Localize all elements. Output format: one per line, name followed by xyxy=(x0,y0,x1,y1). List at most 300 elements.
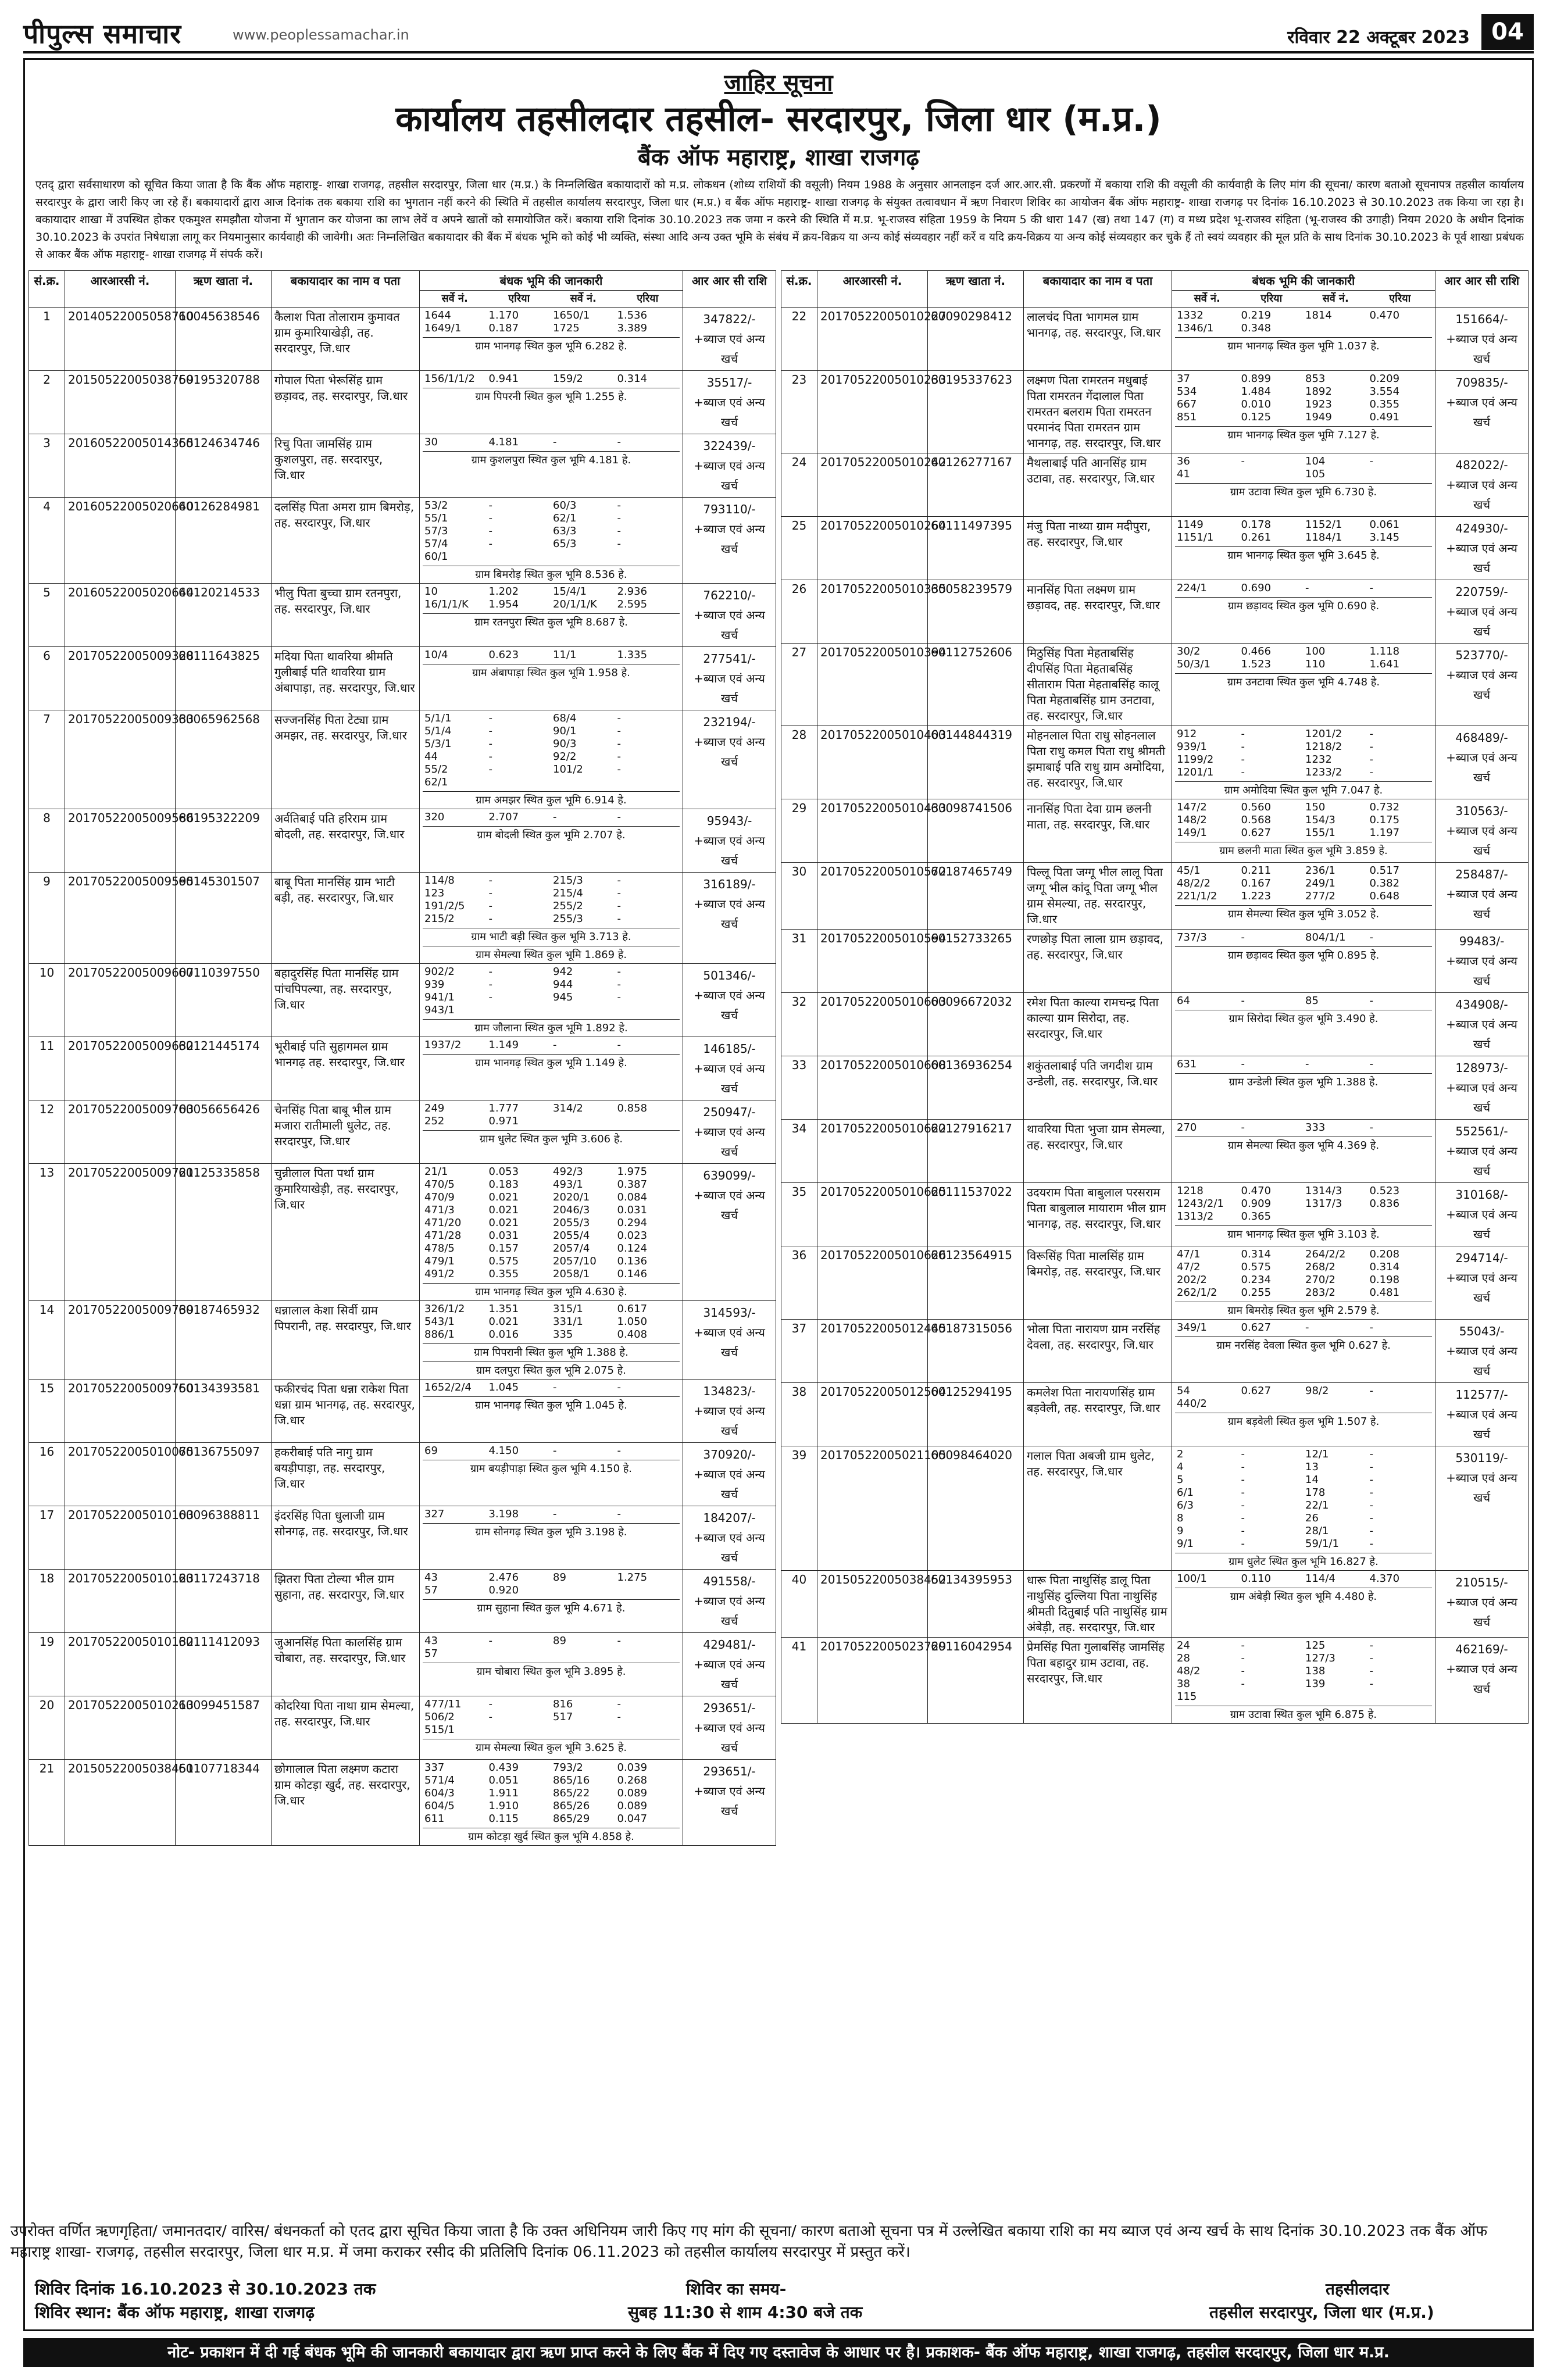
row-amount xyxy=(1435,517,1529,580)
row-land xyxy=(1172,1383,1435,1446)
land-cell: 534 xyxy=(1177,385,1197,398)
land-cell: 13 xyxy=(1305,1461,1319,1473)
land-cell: 57 xyxy=(424,1648,438,1660)
amount-value: 258487/- xyxy=(1455,867,1508,881)
land-cell: - xyxy=(553,1445,557,1457)
land-cell xyxy=(616,551,680,563)
land-cell: - xyxy=(617,712,621,724)
land-total: ग्राम बिमरोड़ स्थित कुल भूमि 2.579 हे. xyxy=(1175,1302,1432,1317)
row-name: फकीरचंद पिता धन्ना राकेश पिता धन्ना ग्राम भानगढ़, तह. सरदारपुर, जि.धार xyxy=(272,1380,420,1443)
table-row xyxy=(29,434,776,498)
camp-date: शिविर दिनांक 16.10.2023 से 30.10.2023 तक xyxy=(35,2279,376,2299)
row-name: धारू पिता नाथुसिंह डालू पिता नाथुसिंह दुल्लिया पिता नाथुसिंह श्रीमती दितुबाई पति नाथुसिंह ग्राम अंबेड़ी, तह. सरदारपुर, जि.धार xyxy=(1024,1571,1172,1638)
land-cell xyxy=(616,1115,680,1128)
row-land xyxy=(1172,580,1435,644)
row-amount xyxy=(1435,1571,1529,1638)
land-cell: 3.198 xyxy=(488,1508,519,1520)
website-url[interactable]: www.peoplessamachar.in xyxy=(233,27,409,43)
amount-value: 709835/- xyxy=(1455,376,1508,389)
row-sr: 36 xyxy=(781,1246,817,1320)
land-cell: 264/2/2 xyxy=(1305,1248,1346,1260)
land-cell: 69 xyxy=(424,1445,438,1457)
land-cell: - xyxy=(1369,455,1373,467)
row-rrc: 20170522005010594 xyxy=(817,930,928,993)
camp-place: शिविर स्थान: बैंक ऑफ महाराष्ट्र, शाखा राजगढ़ xyxy=(35,2303,315,2322)
row-sr: 24 xyxy=(781,453,817,517)
land-cell: 3.554 xyxy=(1369,385,1400,398)
land-cell: - xyxy=(1241,931,1245,944)
land-total: ग्राम बड़वेली स्थित कुल भूमि 1.507 हे. xyxy=(1175,1413,1432,1428)
table-row xyxy=(781,1246,1529,1320)
land-cell: 333 xyxy=(1305,1121,1326,1134)
row-sr: 2 xyxy=(29,371,65,434)
land-cell: - xyxy=(617,966,621,978)
land-cell: - xyxy=(1241,766,1245,778)
row-land xyxy=(420,1570,683,1633)
land-cell: 0.084 xyxy=(617,1191,648,1203)
amount-suffix: +ब्याज एवं अन्य खर्च xyxy=(694,459,765,492)
land-cell: - xyxy=(617,887,621,899)
row-land xyxy=(1172,1246,1435,1320)
row-land xyxy=(1172,371,1435,453)
row-name: मैथलाबाई पति आनसिंह ग्राम उटावा, तह. सरदारपुर, जि.धार xyxy=(1024,453,1172,517)
row-loan: 60120214533 xyxy=(176,584,272,647)
row-loan: 60134395953 xyxy=(928,1571,1024,1638)
land-cell: 283/2 xyxy=(1305,1287,1335,1299)
land-cell: 506/2 xyxy=(424,1711,455,1723)
table-row xyxy=(29,371,776,434)
header-name: बकायादार का नाम व पता xyxy=(272,271,420,308)
row-sr: 15 xyxy=(29,1380,65,1443)
signatory-place: तहसील सरदारपुर, जिला धार (म.प्र.) xyxy=(1209,2303,1434,2322)
land-cell: 249/1 xyxy=(1305,877,1335,889)
row-name: रणछोड़ पिता लाला ग्राम छड़ावद, तह. सरदारपुर, जि.धार xyxy=(1024,930,1172,993)
land-cell xyxy=(551,1584,616,1597)
row-amount xyxy=(683,308,776,371)
row-sr: 22 xyxy=(781,308,817,371)
row-name: सज्जनसिंह पिता टेट्या ग्राम अमझर, तह. सरदारपुर, जि.धार xyxy=(272,710,420,809)
land-cell: - xyxy=(1241,1665,1245,1677)
row-land xyxy=(1172,1638,1435,1724)
land-cell xyxy=(1304,1210,1368,1223)
land-cell: 0.899 xyxy=(1241,373,1272,385)
row-land xyxy=(1172,1320,1435,1383)
amount-value: 639099/- xyxy=(703,1168,756,1182)
row-name: चुन्नीलाल पिता पर्था ग्राम कुमारियाखेड़ी, तह. सरदारपुर, जि.धार xyxy=(272,1164,420,1301)
land-cell xyxy=(1368,1210,1433,1223)
land-cell: 816 xyxy=(553,1698,573,1710)
row-loan: 60058239579 xyxy=(928,580,1024,644)
row-amount xyxy=(683,1570,776,1633)
amount-suffix: +ब्याज एवं अन्य खर्च xyxy=(1446,541,1517,575)
table-row xyxy=(29,647,776,710)
land-cell xyxy=(1304,322,1368,335)
land-cell: - xyxy=(1369,931,1373,944)
row-loan: 60110397550 xyxy=(176,964,272,1037)
amount-value: 530119/- xyxy=(1455,1451,1508,1465)
row-name: थावरिया पिता भुजा ग्राम सेमल्या, तह. सरदारपुर, जि.धार xyxy=(1024,1120,1172,1183)
land-total: ग्राम पिपरानी स्थित कुल भूमि 1.388 हे. xyxy=(423,1343,680,1359)
row-sr: 37 xyxy=(781,1320,817,1383)
land-cell: 1.911 xyxy=(488,1787,519,1799)
land-cell: 215/3 xyxy=(553,874,583,887)
land-cell: 57 xyxy=(424,1584,438,1596)
row-amount xyxy=(683,584,776,647)
row-sr: 18 xyxy=(29,1570,65,1633)
land-total: ग्राम सुहाना स्थित कुल भूमि 4.671 हे. xyxy=(423,1599,680,1615)
land-cell: 1243/2/1 xyxy=(1177,1198,1224,1210)
row-land xyxy=(420,1037,683,1100)
amount-suffix: +ब्याज एवं अन्य खर्च xyxy=(1446,1081,1517,1114)
table-row xyxy=(781,644,1529,726)
land-cell: 0.732 xyxy=(1369,801,1400,813)
amount-suffix: +ब्याज एवं अन्य खर्च xyxy=(694,1594,765,1628)
land-cell: 8 xyxy=(1177,1512,1184,1524)
land-cell: 1.641 xyxy=(1369,658,1400,670)
row-name: हकरीबाई पति नागु ग्राम बयड़ीपाड़ा, तह. सरदारपुर, जि.धार xyxy=(272,1443,420,1506)
row-amount xyxy=(683,809,776,873)
row-name: धन्नालाल केशा सिर्वी ग्राम पिपरानी, तह. सरदारपुर, जि.धार xyxy=(272,1301,420,1380)
row-name: मोहनलाल पिता राधु सोहनलाल पिता राधु कमल पिता राधु श्रीमती झमाबाई पति राधु ग्राम अमोदिया, तह. सरदारपुर, जि.धार xyxy=(1024,726,1172,799)
land-cell: 0.560 xyxy=(1241,801,1272,813)
table-row xyxy=(781,1571,1529,1638)
land-cell: 0.568 xyxy=(1241,814,1272,826)
row-land xyxy=(420,498,683,584)
land-cell: - xyxy=(488,887,492,899)
table-row xyxy=(29,710,776,809)
land-cell: 50/3/1 xyxy=(1177,658,1210,670)
land-cell: 236/1 xyxy=(1305,864,1335,877)
table-row xyxy=(29,1506,776,1570)
land-cell xyxy=(551,1115,616,1128)
row-sr: 39 xyxy=(781,1446,817,1571)
land-total: ग्राम रतनपुरा स्थित कुल भूमि 8.687 हे. xyxy=(423,613,680,629)
header-amount: आर आर सी राशि xyxy=(1435,271,1529,308)
land-cell: 63/3 xyxy=(553,525,577,537)
land-cell: 1332 xyxy=(1177,309,1204,321)
land-cell: 10 xyxy=(424,585,438,598)
land-cell: 149/1 xyxy=(1177,827,1207,839)
land-cell: 148/2 xyxy=(1177,814,1207,826)
row-name: कोदरिया पिता नाथा ग्राम सेमल्या, तह. सरदारपुर, जि.धार xyxy=(272,1696,420,1760)
row-land xyxy=(420,1633,683,1696)
row-sr: 35 xyxy=(781,1183,817,1246)
land-cell: - xyxy=(1241,753,1245,766)
row-rrc: 20170522005009328 xyxy=(65,647,176,710)
land-total: ग्राम धुलेट स्थित कुल भूमि 3.606 हे. xyxy=(423,1130,680,1146)
land-cell: 793/2 xyxy=(553,1761,583,1774)
land-cell: - xyxy=(1369,1121,1373,1134)
land-cell: 667 xyxy=(1177,398,1197,410)
land-cell: 2046/3 xyxy=(553,1204,590,1216)
land-cell: - xyxy=(1241,1499,1245,1511)
land-cell: - xyxy=(617,538,621,550)
land-cell: 11/1 xyxy=(553,649,577,661)
land-cell: 0.387 xyxy=(617,1178,648,1191)
land-cell: 57/4 xyxy=(424,538,448,550)
row-land xyxy=(1172,1571,1435,1638)
land-cell: 0.183 xyxy=(488,1178,519,1191)
land-cell: 2.595 xyxy=(617,598,648,610)
land-cell: 26 xyxy=(1305,1512,1319,1524)
header-name: बकायादार का नाम व पता xyxy=(1024,271,1172,308)
land-cell: - xyxy=(617,1635,621,1647)
land-cell: 55/1 xyxy=(424,512,448,524)
masthead xyxy=(23,13,1534,53)
land-cell xyxy=(1240,468,1304,481)
land-cell: 471/28 xyxy=(424,1230,462,1242)
land-cell: 114/4 xyxy=(1305,1573,1335,1585)
amount-suffix: +ब्याज एवं अन्य खर्च xyxy=(694,1188,765,1222)
land-cell: 268/2 xyxy=(1305,1261,1335,1273)
land-cell: 43 xyxy=(424,1635,438,1647)
land-cell: - xyxy=(1241,1121,1245,1134)
land-cell: - xyxy=(1241,455,1245,467)
header-area: एरिया xyxy=(508,292,530,305)
row-loan: 60065962568 xyxy=(176,710,272,809)
row-loan: 60117243718 xyxy=(176,1570,272,1633)
row-loan: 60112752606 xyxy=(928,644,1024,726)
land-cell: 477/11 xyxy=(424,1698,462,1710)
land-cell: 0.268 xyxy=(617,1774,648,1786)
row-name: शकुंतलाबाई पति जगदीश ग्राम उन्डेली, तह. सरदारपुर, जि.धार xyxy=(1024,1056,1172,1120)
land-cell: - xyxy=(1241,1486,1245,1499)
land-cell: 1.118 xyxy=(1369,645,1400,657)
row-loan: 60098464020 xyxy=(928,1446,1024,1571)
land-cell: 737/3 xyxy=(1177,931,1207,944)
row-rrc: 20170522005010433 xyxy=(817,799,928,863)
land-cell: 110 xyxy=(1305,658,1326,670)
land-cell: - xyxy=(1241,1652,1245,1664)
land-cell: 252 xyxy=(424,1115,445,1127)
row-rrc: 20170522005021105 xyxy=(817,1446,928,1571)
land-cell: 54 xyxy=(1177,1385,1190,1397)
land-cell: 105 xyxy=(1305,468,1326,480)
row-loan: 60056656426 xyxy=(176,1100,272,1164)
land-cell: 0.136 xyxy=(617,1255,648,1267)
land-cell: 5/1/1 xyxy=(424,712,452,724)
land-cell: - xyxy=(488,1711,492,1723)
table-row xyxy=(781,1120,1529,1183)
land-cell: 804/1/1 xyxy=(1305,931,1346,944)
land-cell xyxy=(551,1004,616,1017)
land-cell: 5/3/1 xyxy=(424,738,452,750)
land-cell xyxy=(487,1004,552,1017)
land-total: ग्राम सोनगढ़ स्थित कुल भूमि 3.198 हे. xyxy=(423,1523,680,1539)
amount-value: 95943/- xyxy=(706,814,752,828)
row-amount xyxy=(1435,644,1529,726)
land-cell: 0.198 xyxy=(1369,1274,1400,1286)
row-amount xyxy=(683,434,776,498)
row-sr: 10 xyxy=(29,964,65,1037)
land-cell: 326/1/2 xyxy=(424,1303,465,1315)
row-sr: 20 xyxy=(29,1696,65,1760)
land-cell: 1.223 xyxy=(1241,890,1272,902)
land-cell: - xyxy=(1369,1652,1373,1664)
row-amount xyxy=(683,1100,776,1164)
land-cell: - xyxy=(1369,1461,1373,1473)
row-land xyxy=(1172,308,1435,371)
amount-suffix: +ब्याज एवं अन्य खर्च xyxy=(1446,668,1517,702)
amount-suffix: +ब्याज एवं अन्य खर्च xyxy=(1446,332,1517,366)
amount-value: 99483/- xyxy=(1459,934,1505,948)
row-amount xyxy=(683,1443,776,1506)
land-cell: 101/2 xyxy=(553,763,583,776)
land-cell: 55/2 xyxy=(424,763,448,776)
land-cell: 0.617 xyxy=(617,1303,648,1315)
land-total: ग्राम बयड़ीपाड़ा स्थित कुल भूमि 4.150 हे. xyxy=(423,1460,680,1475)
land-cell: 90/3 xyxy=(553,738,577,750)
land-cell: 941/1 xyxy=(424,991,455,1003)
land-cell: 1725 xyxy=(553,322,580,334)
table-row xyxy=(29,1760,776,1846)
land-cell: 0.021 xyxy=(488,1316,519,1328)
row-name: मिठुसिंह पिता मेहताबसिंह दीपसिंह पिता मेहताबसिंह सीताराम पिता मेहताबसिंह कालू पिता मेहताबसिंह ग्राम उनटावा, तह. सरदारपुर, जि.धार xyxy=(1024,644,1172,726)
amount-value: 210515/- xyxy=(1455,1575,1508,1589)
land-total: ग्राम सिरोदा स्थित कुल भूमि 3.490 हे. xyxy=(1175,1010,1432,1025)
public-notice xyxy=(23,58,1534,2331)
row-name: कमलेश पिता नारायणसिंह ग्राम बड़वेली, तह. सरदारपुर, जि.धार xyxy=(1024,1383,1172,1446)
row-amount xyxy=(1435,453,1529,517)
amount-value: 462169/- xyxy=(1455,1642,1508,1656)
land-cell: 1644 xyxy=(424,309,451,321)
land-total: ग्राम चोबारा स्थित कुल भूमि 3.895 हे. xyxy=(423,1663,680,1678)
row-name: नानसिंह पिता देवा ग्राम छलनी माता, तह. सरदारपुर, जि.धार xyxy=(1024,799,1172,863)
row-sr: 3 xyxy=(29,434,65,498)
row-rrc: 20170522005010123 xyxy=(65,1570,176,1633)
amount-value: 293651/- xyxy=(703,1764,756,1778)
defaulters-table-right xyxy=(781,270,1529,1724)
amount-suffix: +ब्याज एवं अन्य खर्च xyxy=(694,1784,765,1818)
land-cell: 2055/3 xyxy=(553,1217,590,1229)
land-cell: 517 xyxy=(553,1711,573,1723)
land-cell: - xyxy=(617,913,621,925)
row-loan: 60098741506 xyxy=(928,799,1024,863)
header-area: एरिया xyxy=(637,292,659,305)
amount-value: 482022/- xyxy=(1455,458,1508,472)
row-rrc: 20170522005009632 xyxy=(65,1037,176,1100)
land-cell: - xyxy=(1369,995,1373,1007)
row-land xyxy=(420,308,683,371)
amount-value: 151664/- xyxy=(1455,312,1508,326)
row-land xyxy=(420,1443,683,1506)
land-cell xyxy=(616,1724,680,1736)
land-cell: 942 xyxy=(553,966,573,978)
land-cell: 24 xyxy=(1177,1639,1190,1652)
land-cell: 3.145 xyxy=(1369,531,1400,544)
land-cell: 277/2 xyxy=(1305,890,1335,902)
amount-value: 523770/- xyxy=(1455,648,1508,662)
row-land xyxy=(1172,1446,1435,1571)
land-cell: - xyxy=(617,436,621,448)
land-cell: 2.707 xyxy=(488,811,519,823)
land-cell xyxy=(1368,468,1433,481)
row-land xyxy=(420,371,683,434)
amount-suffix: +ब्याज एवं अन्य खर्च xyxy=(694,608,765,642)
land-cell xyxy=(1304,1691,1368,1703)
land-cell: 4.370 xyxy=(1369,1573,1400,1585)
amount-value: 762210/- xyxy=(703,588,756,602)
footer-instruction: उपरोक्त वर्णित ऋणगृहिता/ जमानतदार/ वारिस/ बंधनकर्ता को एतद द्वारा सूचित किया जाता है कि उक्त अधिनियम जारी किए गए मांग की सूचना/ कारण बताओ सूचना पत्र में उल्लेखित बकाया राशि का मय ब्याज एवं अन्य खर्च के साथ दिनांक 30.10.2023 तक बैंक ऑफ महाराष्ट्र शाखा- राजगढ़, तहसील सरदारपुर, जिला धार म.प्र. में जमा कराकर रसीद की प्रतिलिपि दिनांक 06.11.2023 को तहसील कार्यालय सरदारपुर में प्रस्तुत करें। xyxy=(10,2222,1488,2261)
land-cell: - xyxy=(488,874,492,887)
land-cell: - xyxy=(617,1445,621,1457)
land-cell xyxy=(1368,1398,1433,1410)
land-cell: 0.348 xyxy=(1241,322,1272,334)
row-rrc: 20170522005009595 xyxy=(65,873,176,964)
land-cell: - xyxy=(488,991,492,1003)
land-cell: 479/1 xyxy=(424,1255,455,1267)
amount-suffix: +ब्याज एवं अन्य खर्च xyxy=(694,735,765,769)
header-land: बंधक भूमि की जानकारी xyxy=(420,271,683,291)
amount-value: 501346/- xyxy=(703,969,756,982)
notice-label: जाहिर सूचना xyxy=(724,70,833,97)
amount-suffix: +ब्याज एवं अन्य खर्च xyxy=(1446,1662,1517,1696)
land-cell: 0.470 xyxy=(1369,309,1400,321)
land-cell: 0.481 xyxy=(1369,1287,1400,1299)
land-cell: - xyxy=(488,538,492,550)
header-rrc: आरआरसी नं. xyxy=(65,271,176,308)
row-rrc: 20170522005009739 xyxy=(65,1301,176,1380)
land-cell: 0.623 xyxy=(488,649,519,661)
row-name: मंजु पिता नाथ्या ग्राम मदीपुरा, तह. सरदारपुर, जि.धार xyxy=(1024,517,1172,580)
land-cell: 1.351 xyxy=(488,1303,519,1315)
row-loan: 60096388811 xyxy=(176,1506,272,1570)
land-cell: 471/20 xyxy=(424,1217,462,1229)
land-cell: - xyxy=(488,1698,492,1710)
land-cell: - xyxy=(617,811,621,823)
amount-suffix: +ब्याज एवं अन्य खर्च xyxy=(694,834,765,867)
row-rrc: 20170522005010603 xyxy=(817,993,928,1056)
row-loan: 60134393581 xyxy=(176,1380,272,1443)
land-cell: 1.170 xyxy=(488,309,519,321)
row-amount xyxy=(683,1760,776,1846)
land-cell: 10/4 xyxy=(424,649,448,661)
row-loan: 60090298412 xyxy=(928,308,1024,371)
land-cell xyxy=(551,1724,616,1736)
land-cell: 1.197 xyxy=(1369,827,1400,839)
land-cell: 327 xyxy=(424,1508,445,1520)
land-cell: 1.523 xyxy=(1241,658,1272,670)
land-cell: - xyxy=(617,1508,621,1520)
land-cell: - xyxy=(617,499,621,512)
row-loan: 60121445174 xyxy=(176,1037,272,1100)
amount-value: 424930/- xyxy=(1455,521,1508,535)
land-cell: 493/1 xyxy=(553,1178,583,1191)
row-amount xyxy=(1435,580,1529,644)
row-land xyxy=(420,1696,683,1760)
amount-value: 112577/- xyxy=(1455,1388,1508,1402)
amount-suffix: +ब्याज एवं अन्य खर्च xyxy=(1446,478,1517,512)
land-cell: - xyxy=(1241,741,1245,753)
land-cell: 1149 xyxy=(1177,519,1204,531)
amount-suffix: +ब्याज एवं अन्य खर्च xyxy=(694,1125,765,1159)
land-cell: 0.021 xyxy=(488,1204,519,1216)
row-rrc: 20170522005012504 xyxy=(817,1383,928,1446)
land-cell xyxy=(487,1724,552,1736)
amount-suffix: +ब्याज एवं अन्य खर्च xyxy=(1446,395,1517,429)
land-cell: 224/1 xyxy=(1177,582,1207,594)
row-sr: 28 xyxy=(781,726,817,799)
land-cell: 215/2 xyxy=(424,913,455,925)
land-cell: 21/1 xyxy=(424,1166,448,1178)
land-cell: 2 xyxy=(1177,1448,1184,1460)
land-cell: 1.149 xyxy=(488,1039,519,1051)
row-land xyxy=(1172,726,1435,799)
land-cell: 270 xyxy=(1177,1121,1197,1134)
amount-suffix: +ब्याज एवं अन्य खर्च xyxy=(694,1404,765,1438)
land-cell: 53/2 xyxy=(424,499,448,512)
row-rrc: 20170522005010572 xyxy=(817,863,928,930)
